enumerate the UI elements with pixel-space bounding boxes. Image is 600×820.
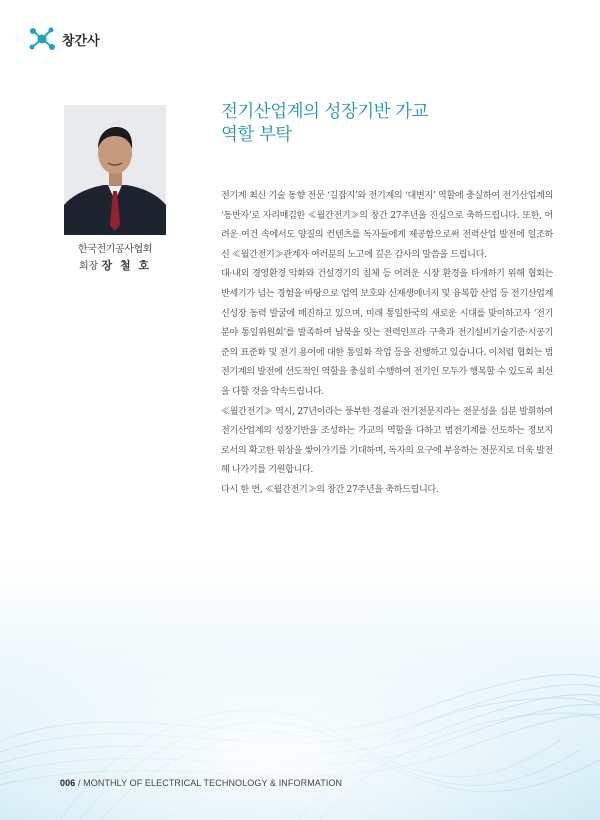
body-paragraph: 전기계 최신 기술 동향 전문 ‘길잡지’와 전기계의 ‘대변지’ 역할에 충실하여 전기산업계의 ‘동반자’로 자리매김한 ≪월간전기≫의 창간 27주년을 진심으로 축하드립니다. 또한, 어려운 여건 속에서도 양질의 컨텐츠를 독자들에게 제공함으로써 전력산업 발전에 일조하신 ≪월간전기≫관계자 여러분의 노고에 깊은 감사의 말씀을 드립니다.: [221, 191, 553, 260]
molecule-network-icon: [28, 26, 56, 52]
page-number: 006: [60, 778, 76, 788]
body-paragraph: ≪월간전기≫ 역시, 27년이라는 풍부한 경륜과 전기전문지라는 전문성을 십분 발휘하여 전기산업계의 성장기반을 조성하는 가교의 역할을 다하고 범전기계를 선도하는 정보지로서의 확고한 위상을 쌓아가기를 기대하며, 독자의 요구에 부응하는 전문지로 더욱 발전해 나가기를 기원합니다.: [221, 406, 553, 476]
article-title: [221, 101, 428, 147]
article-title-line-1: 전기산업계의 성장기반 가교: [221, 102, 428, 122]
section-header: [28, 26, 100, 52]
author-portrait-photo: [64, 105, 166, 235]
author-role-name: [60, 258, 170, 275]
article-body: [221, 187, 553, 501]
footer-separator: /: [77, 778, 81, 788]
publication-name: MONTHLY OF ELECTRICAL TECHNOLOGY & INFORMATION: [83, 778, 343, 788]
author-caption: [60, 242, 170, 275]
section-title: 창간사: [62, 33, 100, 49]
author-role: 회장: [78, 261, 99, 272]
author-name: 장 철 호: [101, 259, 152, 272]
article-title-line-2: 역할 부탁: [221, 125, 292, 145]
body-paragraph: 다시 한 번, ≪월간전기≫의 창간 27주년을 축하드립니다.: [221, 484, 439, 495]
author-organization: 한국전기공사협회: [77, 244, 153, 255]
body-paragraph: 대·내외 경영환경 악화와 건설경기의 침체 등 어려운 시장 환경을 타개하기 위해 협회는 반세기가 넘는 경험을 바탕으로 업역 보호와 신재생에너지 및 융복합 산업 등 전기산업계 신성장 동력 발굴에 매진하고 있으며, 미래 통일한국의 새로운 시대를 맞이하고자 ‘전기분야 통일위원회’를 발족하여 남북을 잇는 전력인프라 구축과 전기설비기술기준·시공기준의 표준화 및 전기 용어에 대한 통일화 작업 등을 진행하고 있습니다. 이처럼 협회는 범전기계의 발전에 선도적인 역할을 충실히 수행하여 전기인 모두가 행복할 수 있도록 최선을 다할 것을 약속드립니다.: [221, 269, 553, 397]
page-footer: [60, 778, 342, 788]
